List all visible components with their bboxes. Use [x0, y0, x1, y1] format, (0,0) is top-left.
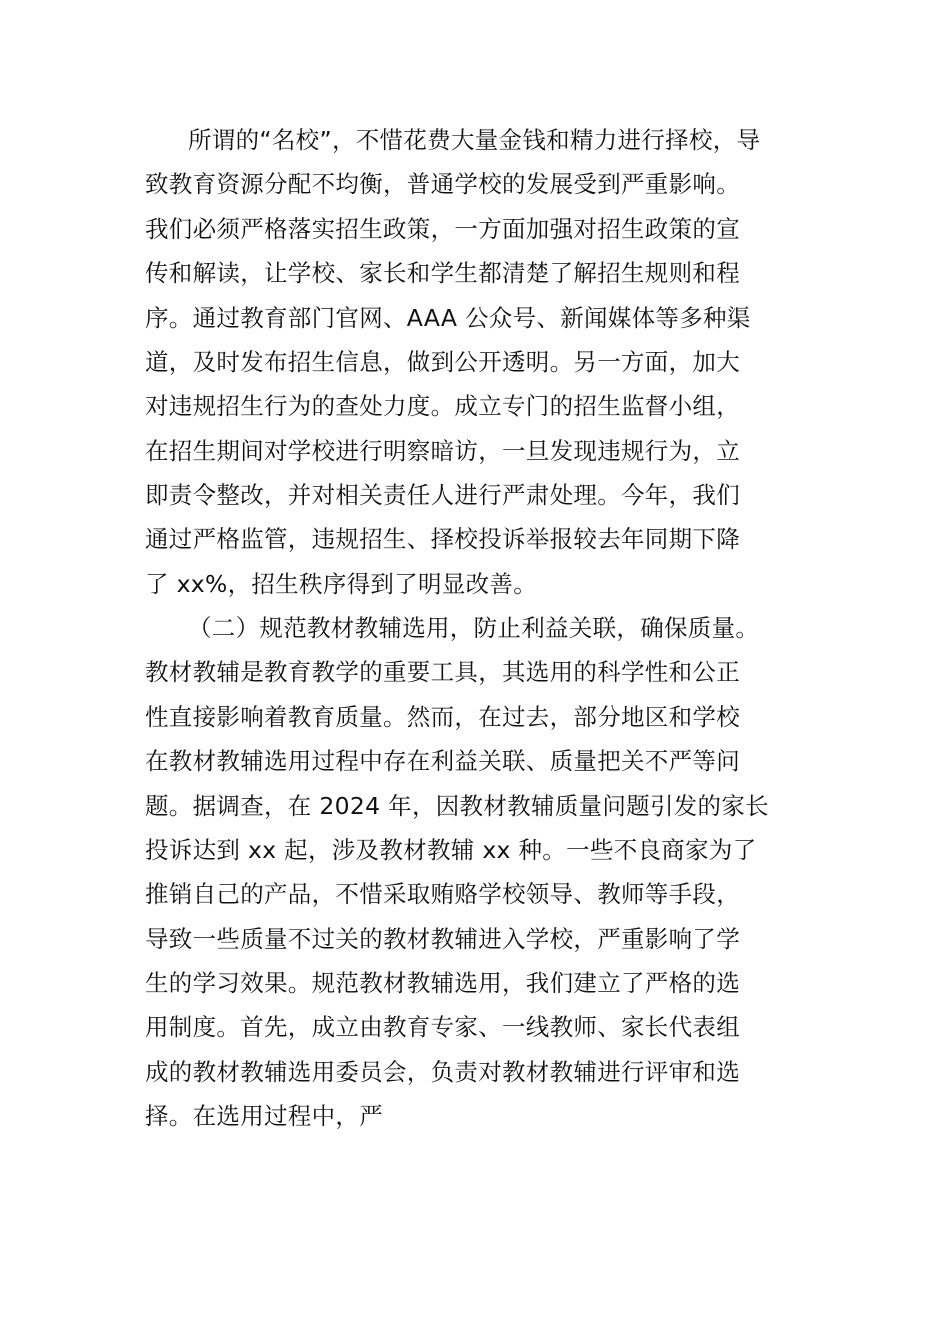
paragraph-line: 了 xx%，招生秩序得到了明显改善。: [145, 570, 538, 598]
paragraph-line: 择。在选用过程中，严: [145, 1102, 383, 1130]
paragraph-line: 即责令整改，并对相关责任人进行严肃处理。今年，我们: [145, 481, 740, 509]
paragraph-line: 对违规招生行为的查处力度。成立专门的招生监督小组，: [145, 392, 740, 420]
paragraph-line: 导致一些质量不过关的教材教辅进入学校，严重影响了学: [145, 925, 740, 953]
paragraph-line: 传和解读，让学校、家长和学生都清楚了解招生规则和程: [145, 259, 740, 287]
paragraph-line: 投诉达到 xx 起，涉及教材教辅 xx 种。一些不良商家为了: [145, 836, 757, 864]
paragraph-line: 在教材教辅选用过程中存在利益关联、质量把关不严等问: [145, 747, 740, 775]
paragraph-line: 序。通过教育部门官网、AAA 公众号、新闻媒体等多种渠: [145, 304, 751, 332]
paragraph-line: 在招生期间对学校进行明察暗访，一旦发现违规行为，立: [145, 437, 740, 465]
paragraph-line: 所谓的“名校”，不惜花费大量金钱和精力进行择校，导: [188, 126, 761, 154]
paragraph-line: 性直接影响着教育质量。然而，在过去，部分地区和学校: [145, 703, 740, 731]
paragraph-line: 用制度。首先，成立由教育专家、一线教师、家长代表组: [145, 1013, 740, 1041]
paragraph-line: 我们必须严格落实招生政策，一方面加强对招生政策的宣: [145, 215, 740, 243]
paragraph-line: 致教育资源分配不均衡，普通学校的发展受到严重影响。: [145, 170, 740, 198]
paragraph-line: 教材教辅是教育教学的重要工具，其选用的科学性和公正: [145, 658, 740, 686]
paragraph-line: 生的学习效果。规范教材教辅选用，我们建立了严格的选: [145, 969, 740, 997]
paragraph-line: 题。据调查，在 2024 年，因教材教辅质量问题引发的家长: [145, 792, 769, 820]
paragraph-line: 成的教材教辅选用委员会，负责对教材教辅进行评审和选: [145, 1058, 740, 1086]
paragraph-line: 道，及时发布招生信息，做到公开透明。另一方面，加大: [145, 348, 740, 376]
section-heading-line: （二）规范教材教辅选用，防止利益关联，确保质量。: [188, 614, 760, 642]
paragraph-line: 通过严格监管，违规招生、择校投诉举报较去年同期下降: [145, 525, 740, 553]
paragraph-line: 推销自己的产品，不惜采取贿赂学校领导、教师等手段，: [145, 880, 740, 908]
